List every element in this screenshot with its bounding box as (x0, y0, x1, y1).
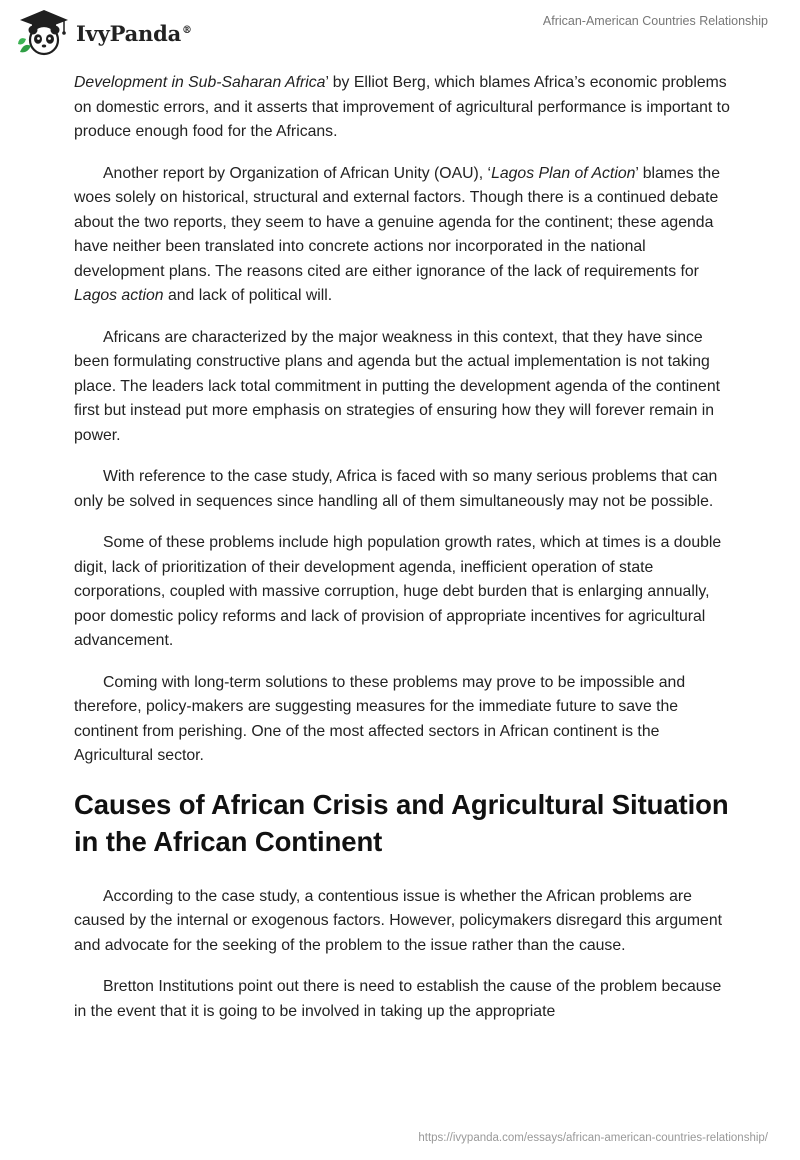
logo[interactable] (16, 8, 216, 58)
paragraph-6: Coming with long-term solutions to these problems may prove to be impossible and therefore, policy-makers are suggesting measures for the immediate future to save the continent from perishing. One of the most affected sectors in African continent is the Agricultural sector. (74, 673, 686, 764)
paragraph-4: With reference to the case study, Africa is faced with so many serious problems that can only be solved in sequences since handling all of them simultaneously may not be possible. (74, 468, 718, 510)
essay-body (74, 71, 734, 1041)
section-heading: Causes of African Crisis and Agricultural Situation in the African Continent (74, 788, 729, 857)
paragraph-5: Some of these problems include high population growth rates, which at times is a double digit, lack of prioritization of their development agenda, inefficient operation of state corporations, coupled with massive corruption, huge debt burden that is enlarging annually, poor domestic policy reforms and lack of provision of appropriate incentives for agricultural advancement. (74, 534, 722, 649)
paragraph-8: Bretton Institutions point out there is need to establish the cause of the problem because in the event that it is going to be involved in taking up the appropriate (74, 978, 722, 1020)
paragraph-1: Development in Sub-Saharan Africa’ by Elliot Berg, which blames Africa’s economic problems on domestic errors, and it asserts that improvement of agricultural performance is important to produce enough food for the Africans. (74, 74, 730, 140)
brand-name: IvyPanda® (76, 20, 192, 46)
paragraph-2: Another report by Organization of African Unity (OAU), ‘Lagos Plan of Action’ blames the woes solely on historical, structural and external factors. Though there is a continued debate about the two reports, they seem to have a genuine agenda for the continent; these agenda have neither been translated into concrete actions nor incorporated in the national development plans. The reasons cited are either ignorance of the lack of requirements for Lagos action and lack of political will. (74, 164, 720, 304)
document-title: African-American Countries Relationship (542, 14, 768, 28)
panda-logo-icon (16, 8, 72, 58)
source-url[interactable]: https://ivypanda.com/essays/african-american-countries-relationship/ (418, 1132, 768, 1144)
paragraph-7: According to the case study, a contentious issue is whether the African problems are caused by the internal or exogenous factors. However, policymakers disregard this argument and advocate for the seeking of the problem to the issue rather than the cause. (74, 887, 723, 954)
paragraph-3: Africans are characterized by the major weakness in this context, that they have since been formulating constructive plans and agenda but the actual implementation is not taking place. The leaders lack total commitment in putting the development agenda of the continent first but instead put more emphasis on strategies of ensuring how they will forever remain in power. (74, 328, 721, 444)
page-header (0, 0, 800, 68)
